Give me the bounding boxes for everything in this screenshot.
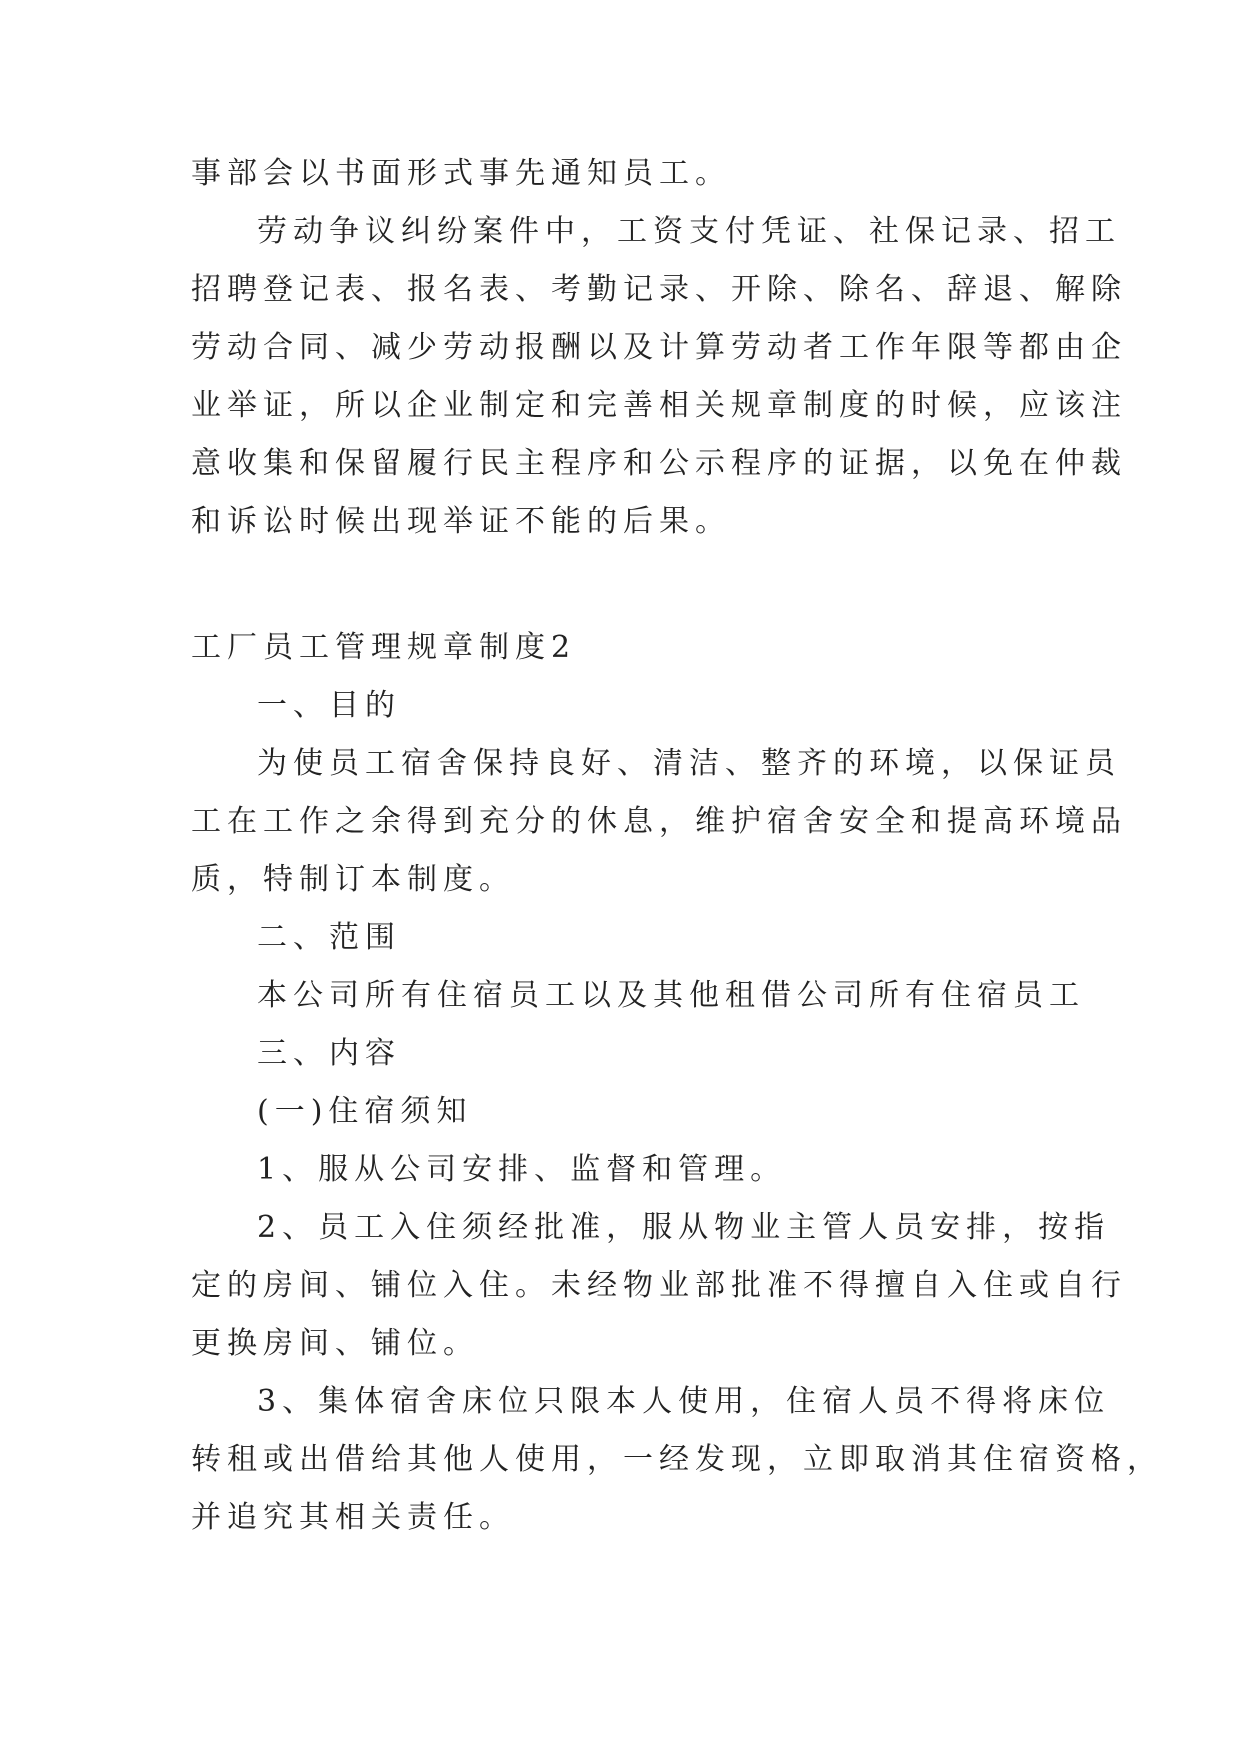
heading-purpose: 一、目的 [257,688,401,723]
paragraph-line: 质，特制订本制度。 [191,862,515,897]
heading-scope: 二、范围 [257,920,401,955]
section-spacer [191,551,1051,619]
paragraph-line: 劳动合同、减少劳动报酬以及计算劳动者工作年限等都由企 [191,330,1127,365]
rule-item: 1、服从公司安排、监督和管理。 [257,1152,787,1187]
paragraph-line: 事部会以书面形式事先通知员工。 [191,156,731,191]
paragraph-line: 更换房间、铺位。 [191,1326,479,1361]
paragraph-line: 为使员工宿舍保持良好、清洁、整齐的环境，以保证员 [257,746,1121,781]
paragraph-line: 业举证，所以企业制定和完善相关规章制度的时候，应该注 [191,388,1127,423]
rule-item: 2、员工入住须经批准，服从物业主管人员安排，按指 [257,1210,1111,1245]
paragraph-line: 转租或出借给其他人使用，一经发现，立即取消其住宿资格， [191,1442,1163,1477]
paragraph-line: 和诉讼时候出现举证不能的后果。 [191,504,731,539]
paragraph-line: 定的房间、铺位入住。未经物业部批准不得擅自入住或自行 [191,1268,1127,1303]
paragraph-line: 工在工作之余得到充分的休息，维护宿舍安全和提高环境品 [191,804,1127,839]
document-body [191,145,1163,1547]
paragraph-line: 并追究其相关责任。 [191,1500,515,1535]
paragraph-line: 意收集和保留履行民主程序和公示程序的证据，以免在仲裁 [191,446,1127,481]
rule-item: 3、集体宿舍床位只限本人使用，住宿人员不得将床位 [257,1384,1111,1419]
paragraph-line: 招聘登记表、报名表、考勤记录、开除、除名、辞退、解除 [191,272,1127,307]
paragraph-line: 劳动争议纠纷案件中，工资支付凭证、社保记录、招工 [257,214,1121,249]
heading-content: 三、内容 [257,1036,401,1071]
section-title: 工厂员工管理规章制度2 [191,630,577,665]
paragraph-line: 本公司所有住宿员工以及其他租借公司所有住宿员工 [257,978,1085,1013]
subheading-accommodation-notice: (一)住宿须知 [257,1094,473,1129]
